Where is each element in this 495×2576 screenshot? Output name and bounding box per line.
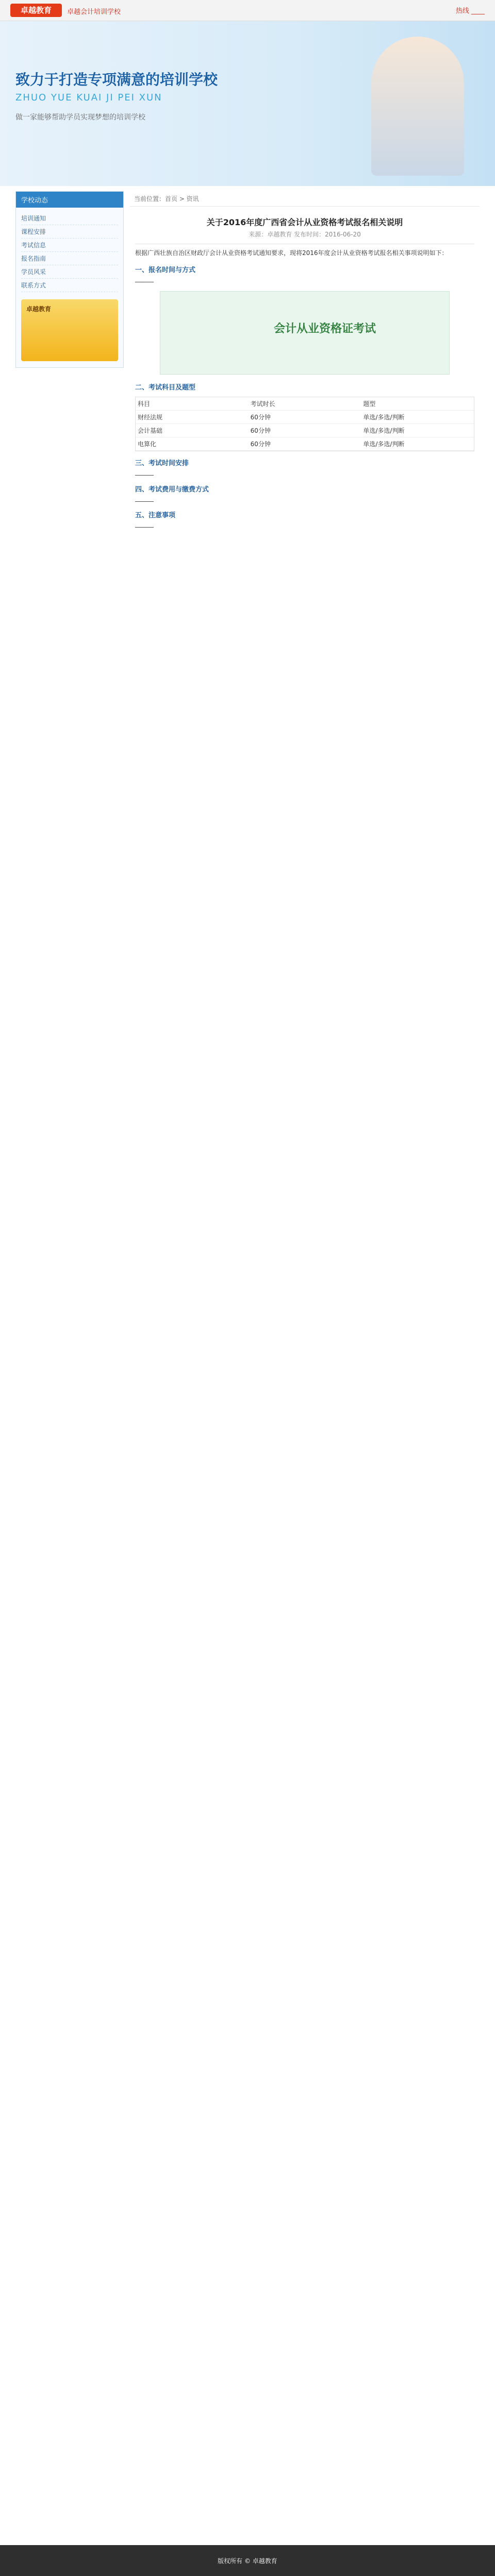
- section-title: 四、考试费用与缴费方式: [135, 485, 209, 494]
- section-title: 一、报名时间与方式: [135, 266, 196, 275]
- hero-subtitle: 做一家能够帮助学员实现梦想的培训学校: [15, 113, 145, 122]
- site-logo[interactable]: 卓越教育: [10, 4, 62, 17]
- top-bar: [0, 0, 495, 21]
- promo-banner[interactable]: [160, 291, 450, 375]
- table-cell: 科目: [138, 400, 151, 408]
- section-title: 二、考试科目及题型: [135, 384, 196, 392]
- paragraph: ______: [135, 494, 154, 502]
- article: [130, 207, 480, 534]
- table-cell: 单选/多选/判断: [363, 414, 405, 421]
- page-container: [15, 191, 480, 534]
- sidebar-ad-label: 卓越教育: [26, 306, 52, 313]
- sidebar-links: [16, 208, 123, 296]
- table-row: [136, 397, 474, 411]
- exam-table: [135, 397, 474, 451]
- sidebar-link[interactable]: 学员风采: [21, 265, 118, 279]
- table-cell: 财经法规: [138, 414, 163, 421]
- paragraph: ______: [135, 468, 154, 476]
- hero-figure: [371, 37, 464, 176]
- table-cell: 会计基础: [138, 427, 163, 435]
- table-row: [136, 424, 474, 437]
- sidebar-link[interactable]: 培训通知: [21, 212, 118, 225]
- footer-text: 版权所有 © 卓越教育: [218, 2557, 277, 2565]
- table-cell: 题型: [363, 400, 376, 408]
- sidebar-link[interactable]: 联系方式: [21, 279, 118, 292]
- table-cell: 60分钟: [250, 440, 271, 448]
- paragraph: ______: [135, 520, 154, 528]
- table-cell: 60分钟: [250, 414, 271, 421]
- article-title: 关于2016年度广西省会计从业资格考试报名相关说明: [206, 217, 403, 227]
- section-title: 五、注意事项: [135, 511, 176, 519]
- table-cell: 60分钟: [250, 427, 271, 435]
- table-cell: 电算化: [138, 440, 157, 448]
- main-content: [130, 191, 480, 534]
- site-slogan: 卓越会计培训学校: [67, 8, 121, 16]
- sidebar-box: [15, 191, 124, 368]
- breadcrumb: 当前位置：首页 > 资讯: [130, 191, 480, 207]
- table-row: [136, 437, 474, 451]
- hotline: 热线 ____: [455, 7, 485, 15]
- promo-text: 会计从业资格证考试: [274, 323, 376, 336]
- sidebar-link[interactable]: 课程安排: [21, 225, 118, 239]
- table-row: [136, 411, 474, 424]
- section-title: 三、考试时间安排: [135, 460, 189, 468]
- table-cell: 单选/多选/判断: [363, 427, 405, 435]
- hero-banner: [0, 21, 495, 186]
- footer: [0, 2545, 495, 2576]
- sidebar-ad[interactable]: [21, 299, 118, 361]
- sidebar: [15, 191, 124, 534]
- article-meta: 来源：卓越教育 发布时间：2016-06-20: [249, 231, 361, 238]
- sidebar-link[interactable]: 报名指南: [21, 252, 118, 265]
- hero-title: 致力于打造专项满意的培训学校: [15, 71, 218, 88]
- sidebar-box-title: 学校动态: [16, 192, 123, 208]
- sidebar-link[interactable]: 考试信息: [21, 239, 118, 252]
- hero-pinyin: ZHUO YUE KUAI JI PEI XUN: [15, 92, 162, 103]
- paragraph: 根据广西壮族自治区财政厅会计从业资格考试通知要求，现将2016年度会计从业资格考试报名相关事项说明如下：: [135, 249, 448, 257]
- table-cell: 单选/多选/判断: [363, 440, 405, 448]
- table-cell: 考试时长: [250, 400, 275, 408]
- paragraph: ______: [135, 275, 154, 283]
